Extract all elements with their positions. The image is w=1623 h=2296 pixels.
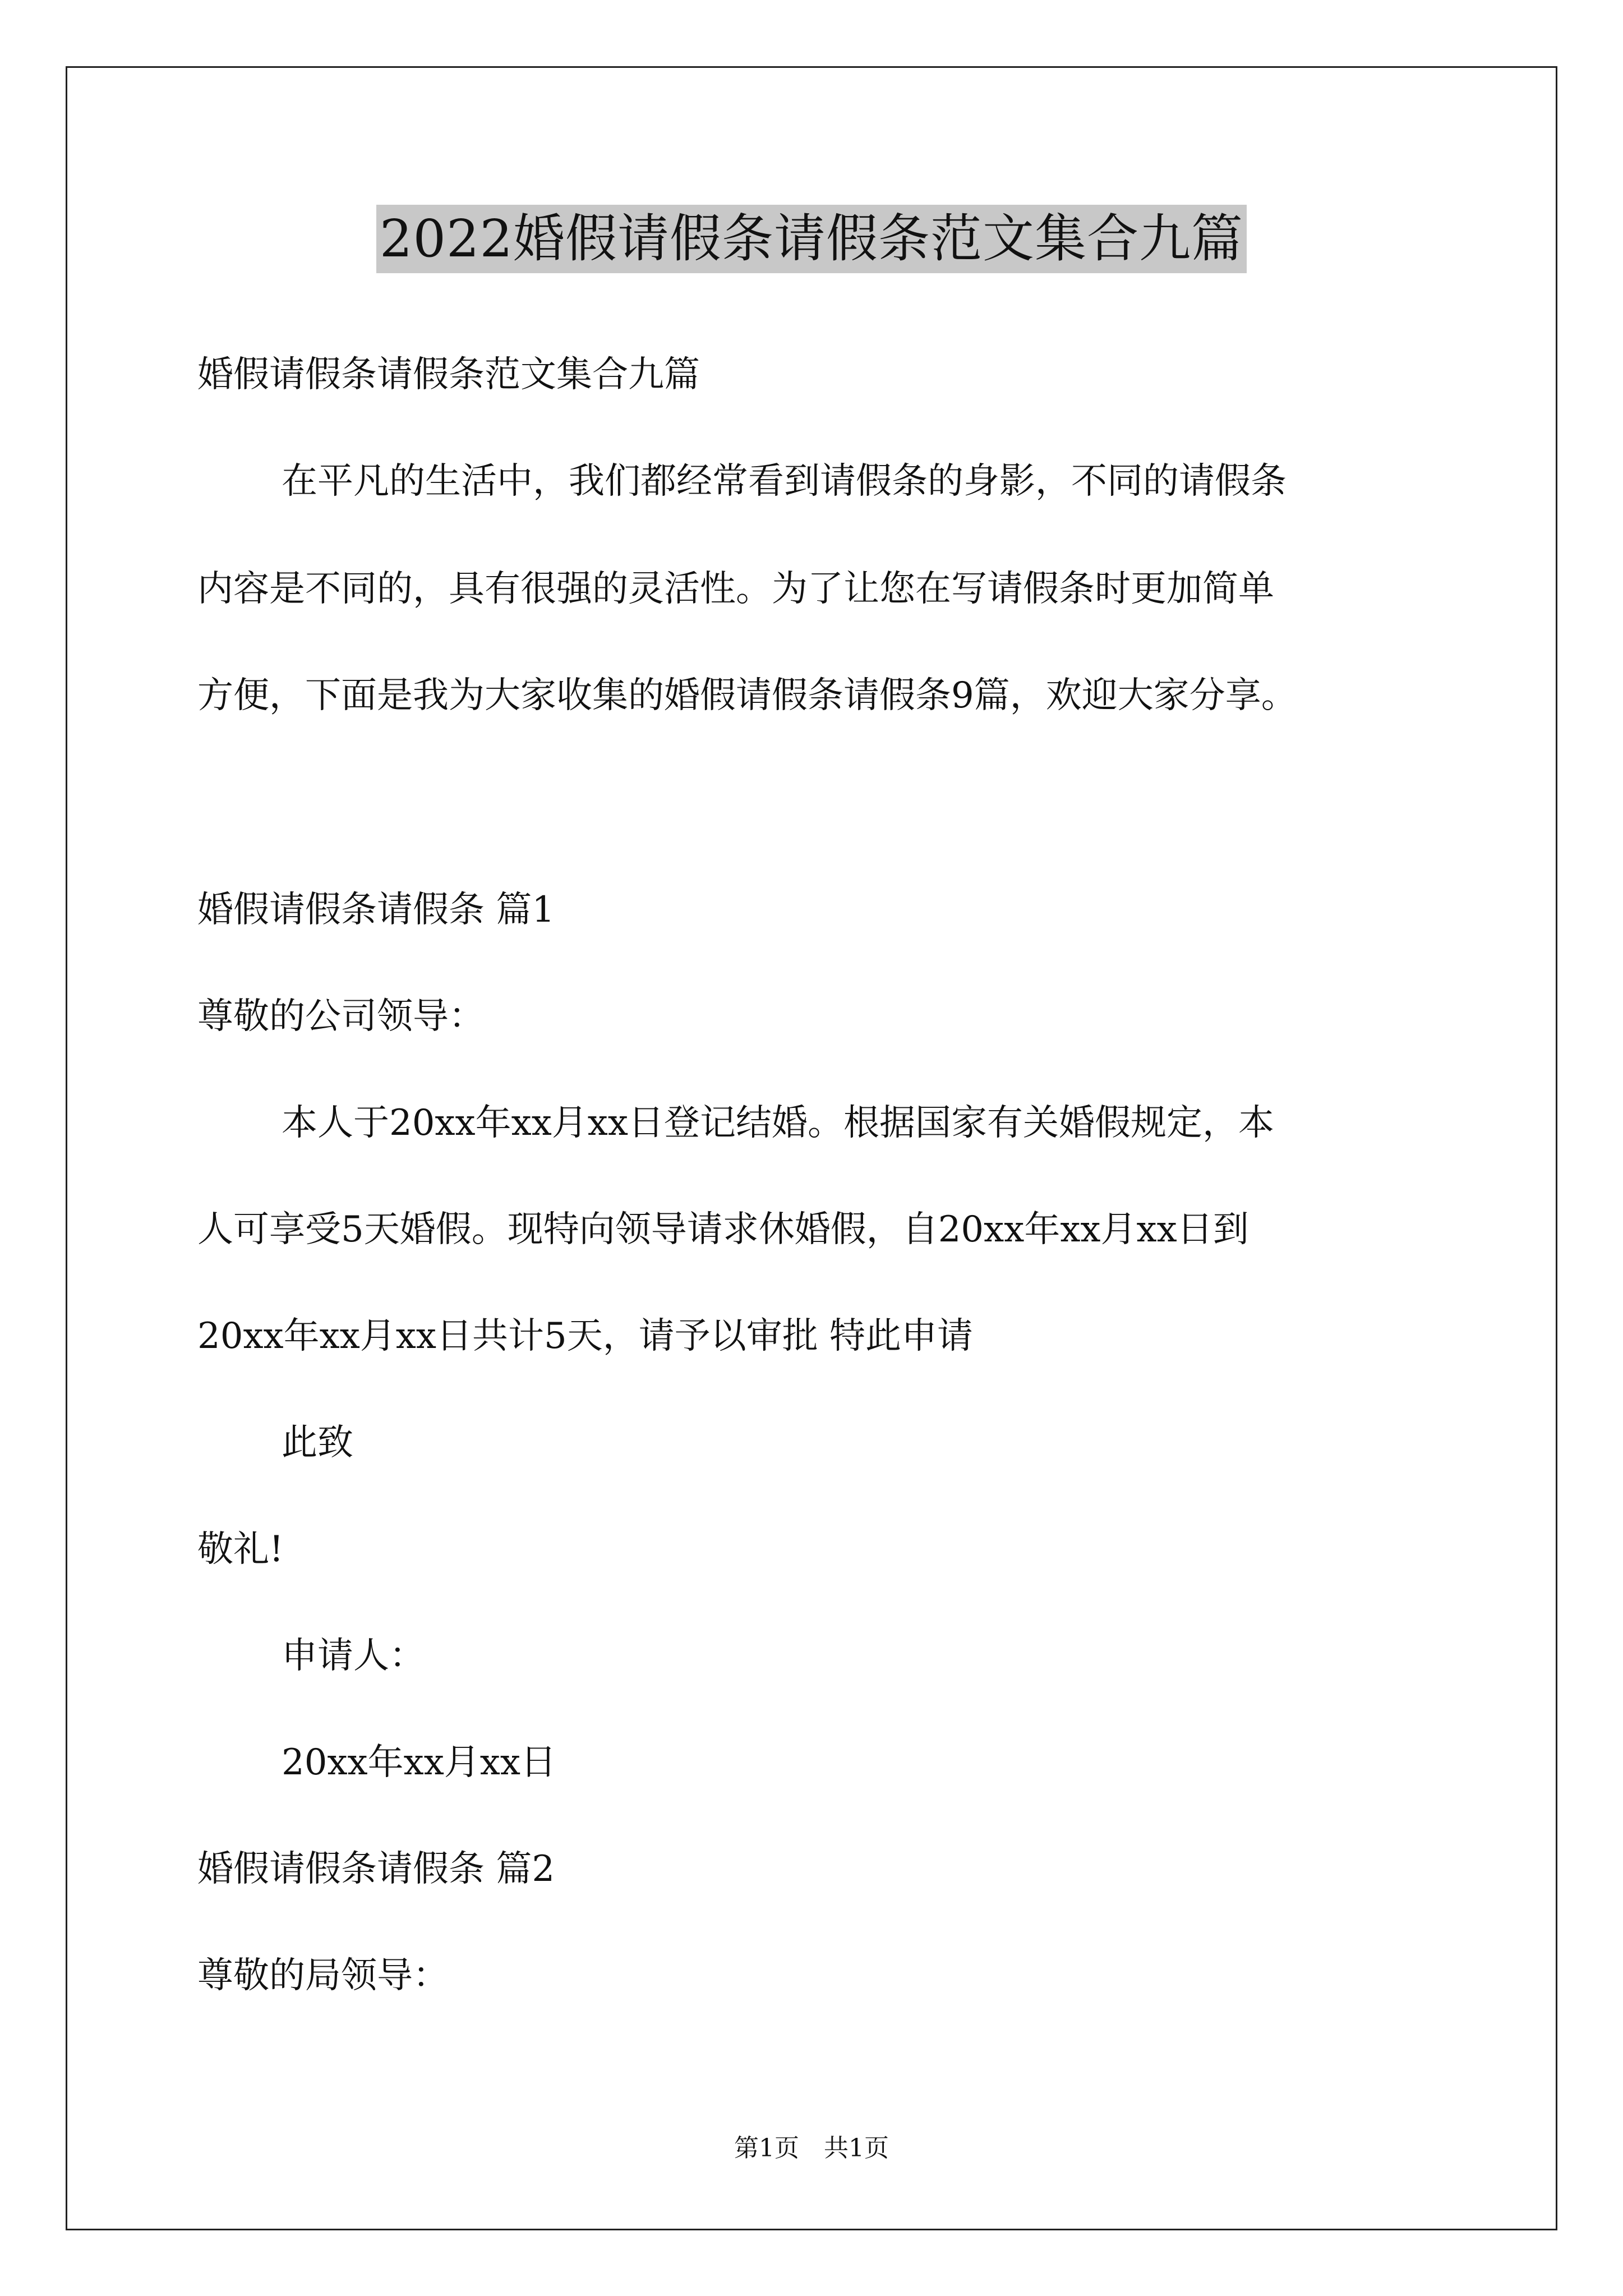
applicant-label: 申请人： bbox=[282, 1635, 425, 1677]
document-subtitle: 婚假请假条请假条范文集合九篇 bbox=[197, 354, 700, 395]
section-2-heading: 婚假请假条请假条 篇2 bbox=[197, 1848, 555, 1890]
document-title: 2022婚假请假条请假条范文集合九篇 bbox=[376, 205, 1247, 273]
section-1-body-line-1: 本人于20xx年xx月xx日登记结婚。根据国家有关婚假规定，本 bbox=[282, 1102, 1274, 1144]
section-1-body-line-2: 人可享受5天婚假。现特向领导请求休婚假，自20xx年xx月xx日到 bbox=[197, 1209, 1249, 1250]
closing-ci-zhi: 此致 bbox=[282, 1422, 353, 1464]
intro-line-2: 内容是不同的，具有很强的灵活性。为了让您在写请假条时更加简单 bbox=[197, 568, 1274, 610]
closing-jing-li: 敬礼! bbox=[197, 1529, 284, 1570]
section-2-salutation: 尊敬的局领导： bbox=[197, 1955, 449, 1996]
intro-line-1: 在平凡的生活中，我们都经常看到请假条的身影，不同的请假条 bbox=[282, 461, 1287, 502]
section-1-heading: 婚假请假条请假条 篇1 bbox=[197, 889, 555, 931]
application-date: 20xx年xx月xx日 bbox=[282, 1742, 556, 1783]
section-1-body-line-3: 20xx年xx月xx日共计5天，请予以审批 特此申请 bbox=[197, 1315, 974, 1357]
intro-line-3: 方便，下面是我为大家收集的婚假请假条请假条9篇，欢迎大家分享。 bbox=[197, 675, 1297, 716]
section-1-salutation: 尊敬的公司领导： bbox=[197, 996, 485, 1037]
title-container bbox=[0, 205, 1623, 273]
page-footer: 第1页 共1页 bbox=[734, 2134, 889, 2162]
